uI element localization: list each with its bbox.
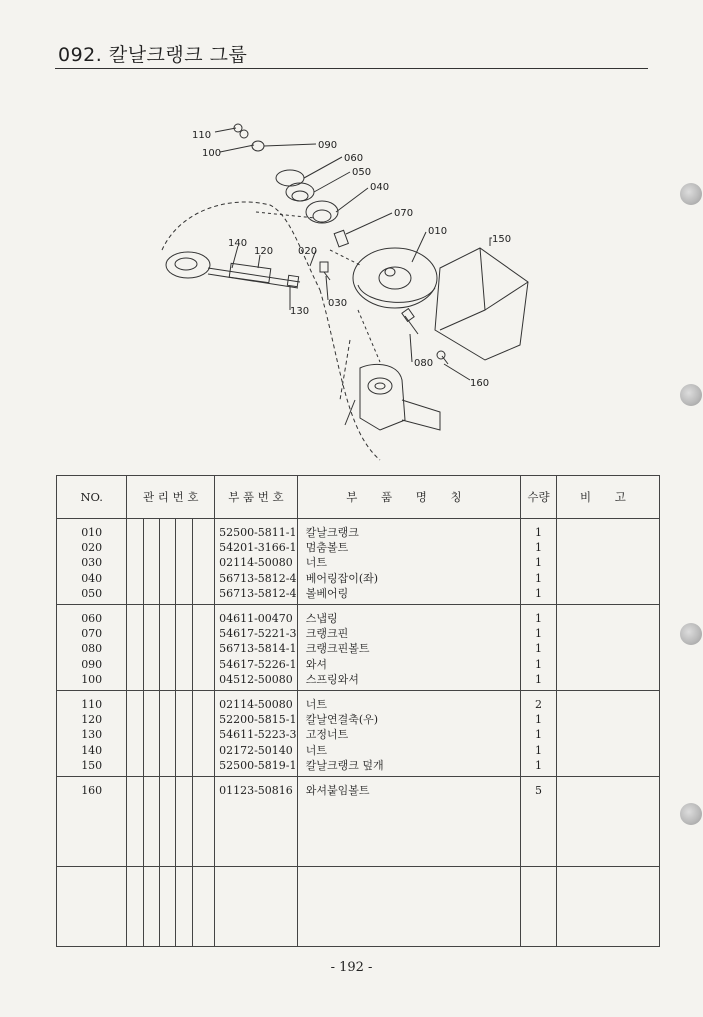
no-cell-value: 060	[81, 612, 103, 625]
management-number-cell	[192, 691, 214, 777]
part-number-cell-value: 02114-50080	[219, 698, 293, 711]
part-name-cell-value: 스프링와셔	[305, 672, 359, 686]
no-cell	[57, 867, 127, 947]
no-cell-value: 090	[81, 657, 103, 671]
callout-label: 060	[344, 153, 364, 164]
no-cell	[57, 519, 127, 605]
quantity-cell-value: 1	[535, 627, 542, 641]
parts-table	[56, 475, 660, 947]
quantity-cell-value: 1	[535, 612, 542, 625]
header-no: NO.	[57, 476, 127, 519]
part-name-cell-value: 와셔붙임볼트	[305, 784, 370, 797]
management-number-cell	[192, 519, 214, 605]
part-number-cell	[215, 519, 298, 605]
quantity-cell-value: 1	[535, 728, 542, 742]
management-number-cell	[127, 691, 143, 777]
part-number-cell-value: 04611-00470	[219, 612, 293, 625]
callout-label: 010	[428, 226, 448, 237]
part-number-cell-value: 56713-5814-1	[219, 642, 297, 656]
table-row-group	[57, 519, 660, 605]
binder-hole	[680, 623, 702, 645]
part-name-cell-value: 너트	[305, 556, 327, 570]
part-number-cell	[215, 691, 298, 777]
no-cell-value: 120	[81, 713, 103, 727]
part-number-cell-value: 01123-50816	[219, 784, 293, 797]
callout-label: 090	[318, 140, 338, 151]
no-cell-value: 130	[81, 728, 103, 742]
quantity-cell-value: 1	[535, 758, 542, 772]
management-number-cell	[192, 777, 214, 867]
quantity-cell-value: 1	[535, 713, 542, 727]
no-cell-value: 010	[81, 526, 103, 539]
part-name-cell	[297, 867, 520, 947]
no-cell-value: 030	[81, 556, 103, 570]
quantity-cell-value: 1	[535, 586, 542, 600]
part-name-cell-value: 고정너트	[305, 728, 349, 742]
exploded-parts-diagram	[140, 100, 550, 470]
management-number-cell	[192, 867, 214, 947]
no-cell-value: 100	[81, 672, 103, 686]
management-number-cell	[127, 867, 143, 947]
table-row-group	[57, 777, 660, 867]
page-number: - 192 -	[330, 960, 373, 975]
remarks-cell	[556, 519, 659, 605]
quantity-cell-value: 2	[535, 698, 542, 711]
part-number-cell-value: 02172-50140	[219, 743, 293, 757]
remarks-cell	[556, 691, 659, 777]
quantity-cell-value: 1	[535, 672, 542, 686]
part-number-cell	[215, 867, 298, 947]
no-cell-value: 160	[81, 784, 103, 797]
binder-hole	[680, 183, 702, 205]
management-number-cell	[160, 519, 176, 605]
callout-label: 100	[202, 148, 222, 159]
header-part-name: 부 품 명 칭	[297, 476, 520, 519]
management-number-cell	[176, 691, 192, 777]
part-name-cell-value: 크랭크핀	[305, 627, 349, 641]
callout-label: 070	[394, 208, 414, 219]
part-name-cell-value: 베어링잡이(좌)	[305, 571, 379, 585]
no-cell-value: 050	[81, 586, 103, 600]
no-cell-value: 070	[81, 627, 103, 641]
part-name-cell-value: 너트	[305, 698, 327, 711]
part-name-cell	[297, 605, 520, 691]
part-number-cell-value: 56713-5812-4	[219, 571, 297, 585]
management-number-cell	[143, 605, 159, 691]
part-number-cell-value: 54611-5223-3	[219, 728, 297, 742]
management-number-cell	[143, 519, 159, 605]
callout-label: 120	[254, 246, 274, 257]
callout-label: 080	[414, 358, 434, 369]
part-name-cell-value: 스냅링	[305, 612, 338, 625]
part-number-cell-value: 54201-3166-1	[219, 541, 297, 555]
binder-hole	[680, 803, 702, 825]
quantity-cell-value: 1	[535, 526, 542, 539]
quantity-cell	[521, 691, 557, 777]
part-name-cell-value: 볼베어링	[305, 586, 349, 600]
quantity-cell-value: 1	[535, 571, 542, 585]
part-number-cell-value: 56713-5812-4	[219, 586, 297, 600]
management-number-cell	[160, 777, 176, 867]
part-number-cell-value: 52500-5811-1	[219, 526, 297, 539]
table-row-group	[57, 867, 660, 947]
remarks-cell	[556, 605, 659, 691]
management-number-cell	[160, 605, 176, 691]
callout-label: 110	[192, 130, 212, 141]
no-cell	[57, 605, 127, 691]
part-number-cell	[215, 605, 298, 691]
quantity-cell	[521, 519, 557, 605]
quantity-cell-value: 5	[535, 784, 542, 797]
part-name-cell-value: 칼날연결축(우)	[305, 713, 379, 727]
part-number-cell-value: 04512-50080	[219, 672, 293, 686]
no-cell-value: 020	[81, 541, 103, 555]
management-number-cell	[192, 605, 214, 691]
callout-label: 140	[228, 238, 248, 249]
management-number-cell	[160, 691, 176, 777]
title-divider	[55, 68, 648, 69]
part-name-cell	[297, 777, 520, 867]
header-part-number: 부 품 번 호	[215, 476, 298, 519]
management-number-cell	[176, 777, 192, 867]
callout-label: 040	[370, 182, 390, 193]
part-name-cell-value: 크랭크핀볼트	[305, 642, 370, 656]
callout-label: 020	[298, 246, 318, 257]
management-number-cell	[176, 867, 192, 947]
no-cell-value: 080	[81, 642, 103, 656]
page-title: 092. 칼날크랭크 그룹	[58, 44, 248, 66]
no-cell-value: 150	[81, 758, 103, 772]
binder-hole	[680, 384, 702, 406]
management-number-cell	[127, 605, 143, 691]
header-management-number: 관 리 번 호	[127, 476, 215, 519]
part-name-cell	[297, 691, 520, 777]
management-number-cell	[127, 519, 143, 605]
callout-label: 130	[290, 306, 310, 317]
quantity-cell-value: 1	[535, 642, 542, 656]
quantity-cell-value: 1	[535, 657, 542, 671]
management-number-cell	[127, 777, 143, 867]
part-name-cell	[297, 519, 520, 605]
callout-label: 030	[328, 298, 348, 309]
management-number-cell	[176, 605, 192, 691]
no-cell-value: 040	[81, 571, 103, 585]
management-number-cell	[143, 867, 159, 947]
header-remarks: 비 고	[556, 476, 659, 519]
part-name-cell-value: 멈춤볼트	[305, 541, 349, 555]
header-quantity: 수량	[521, 476, 557, 519]
management-number-cell	[143, 777, 159, 867]
quantity-cell-value: 1	[535, 541, 542, 555]
part-number-cell-value: 52200-5815-1	[219, 713, 297, 727]
callout-label: 160	[470, 378, 490, 389]
part-name-cell-value: 와셔	[305, 657, 327, 671]
remarks-cell	[556, 777, 659, 867]
callout-label: 050	[352, 167, 372, 178]
quantity-cell-value: 1	[535, 556, 542, 570]
no-cell	[57, 691, 127, 777]
part-name-cell-value: 너트	[305, 743, 327, 757]
remarks-cell	[556, 867, 659, 947]
management-number-cell	[176, 519, 192, 605]
management-number-cell	[160, 867, 176, 947]
quantity-cell	[521, 605, 557, 691]
callout-label: 150	[492, 234, 512, 245]
no-cell	[57, 777, 127, 867]
part-number-cell	[215, 777, 298, 867]
table-row-group	[57, 691, 660, 777]
part-number-cell-value: 02114-50080	[219, 556, 293, 570]
part-name-cell-value: 칼날크랭크	[305, 526, 359, 539]
part-number-cell-value: 54617-5226-1	[219, 657, 297, 671]
table-header-row	[57, 476, 660, 519]
part-number-cell-value: 54617-5221-3	[219, 627, 297, 641]
table-row-group	[57, 605, 660, 691]
quantity-cell-value: 1	[535, 743, 542, 757]
quantity-cell	[521, 777, 557, 867]
part-name-cell-value: 칼날크랭크 덮개	[305, 758, 384, 772]
no-cell-value: 110	[81, 698, 103, 711]
quantity-cell	[521, 867, 557, 947]
management-number-cell	[143, 691, 159, 777]
part-number-cell-value: 52500-5819-1	[219, 758, 297, 772]
no-cell-value: 140	[81, 743, 103, 757]
